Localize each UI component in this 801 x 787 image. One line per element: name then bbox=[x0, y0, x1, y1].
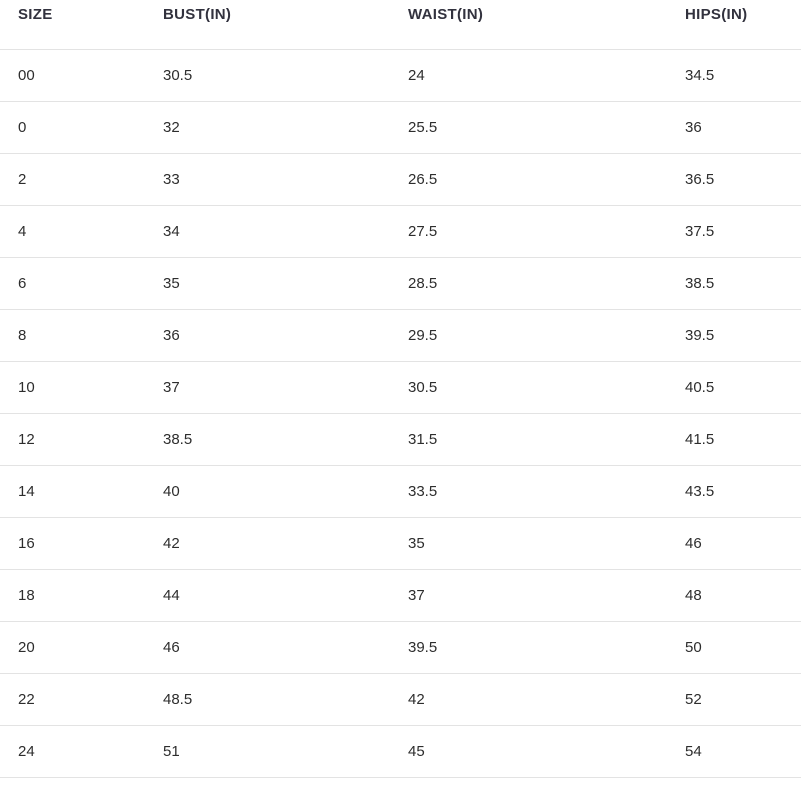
cell-size: 0 bbox=[0, 102, 145, 154]
column-header-size: SIZE bbox=[0, 0, 145, 50]
table-row bbox=[0, 466, 801, 518]
cell-bust: 48.5 bbox=[145, 674, 390, 726]
cell-waist: 28.5 bbox=[390, 258, 667, 310]
cell-hips: 38.5 bbox=[667, 258, 801, 310]
cell-waist: 37 bbox=[390, 570, 667, 622]
cell-bust: 34 bbox=[145, 206, 390, 258]
cell-waist: 45 bbox=[390, 726, 667, 778]
cell-bust: 51 bbox=[145, 726, 390, 778]
cell-bust: 46 bbox=[145, 622, 390, 674]
cell-hips: 46 bbox=[667, 518, 801, 570]
cell-waist: 39.5 bbox=[390, 622, 667, 674]
cell-size: 18 bbox=[0, 570, 145, 622]
cell-waist: 27.5 bbox=[390, 206, 667, 258]
table-row bbox=[0, 154, 801, 206]
table-row bbox=[0, 206, 801, 258]
cell-waist: 31.5 bbox=[390, 414, 667, 466]
cell-hips: 50 bbox=[667, 622, 801, 674]
cell-size: 10 bbox=[0, 362, 145, 414]
header-row bbox=[0, 0, 801, 50]
column-header-bust: BUST(IN) bbox=[145, 0, 390, 50]
cell-size: 12 bbox=[0, 414, 145, 466]
cell-hips: 36 bbox=[667, 102, 801, 154]
column-header-hips: HIPS(IN) bbox=[667, 0, 801, 50]
cell-bust: 30.5 bbox=[145, 50, 390, 102]
cell-bust: 33 bbox=[145, 154, 390, 206]
cell-hips: 34.5 bbox=[667, 50, 801, 102]
cell-waist: 24 bbox=[390, 50, 667, 102]
cell-waist: 42 bbox=[390, 674, 667, 726]
cell-hips: 41.5 bbox=[667, 414, 801, 466]
cell-size: 22 bbox=[0, 674, 145, 726]
cell-bust: 37 bbox=[145, 362, 390, 414]
cell-bust: 40 bbox=[145, 466, 390, 518]
cell-waist: 25.5 bbox=[390, 102, 667, 154]
table-row bbox=[0, 258, 801, 310]
table-row bbox=[0, 362, 801, 414]
cell-bust: 42 bbox=[145, 518, 390, 570]
cell-hips: 36.5 bbox=[667, 154, 801, 206]
table-row bbox=[0, 518, 801, 570]
table-row bbox=[0, 622, 801, 674]
cell-bust: 35 bbox=[145, 258, 390, 310]
table-row bbox=[0, 570, 801, 622]
cell-waist: 33.5 bbox=[390, 466, 667, 518]
table-row bbox=[0, 726, 801, 778]
table-row bbox=[0, 102, 801, 154]
table-row bbox=[0, 414, 801, 466]
cell-waist: 35 bbox=[390, 518, 667, 570]
table-row bbox=[0, 50, 801, 102]
cell-hips: 54 bbox=[667, 726, 801, 778]
cell-size: 16 bbox=[0, 518, 145, 570]
cell-hips: 48 bbox=[667, 570, 801, 622]
cell-waist: 26.5 bbox=[390, 154, 667, 206]
cell-size: 6 bbox=[0, 258, 145, 310]
cell-waist: 29.5 bbox=[390, 310, 667, 362]
cell-bust: 32 bbox=[145, 102, 390, 154]
cell-bust: 44 bbox=[145, 570, 390, 622]
cell-bust: 38.5 bbox=[145, 414, 390, 466]
cell-hips: 37.5 bbox=[667, 206, 801, 258]
cell-hips: 52 bbox=[667, 674, 801, 726]
cell-hips: 43.5 bbox=[667, 466, 801, 518]
cell-size: 00 bbox=[0, 50, 145, 102]
cell-size: 8 bbox=[0, 310, 145, 362]
cell-size: 14 bbox=[0, 466, 145, 518]
cell-size: 24 bbox=[0, 726, 145, 778]
table-row bbox=[0, 674, 801, 726]
column-header-waist: WAIST(IN) bbox=[390, 0, 667, 50]
cell-size: 2 bbox=[0, 154, 145, 206]
cell-waist: 30.5 bbox=[390, 362, 667, 414]
cell-size: 20 bbox=[0, 622, 145, 674]
cell-bust: 36 bbox=[145, 310, 390, 362]
cell-size: 4 bbox=[0, 206, 145, 258]
table-row bbox=[0, 310, 801, 362]
cell-hips: 40.5 bbox=[667, 362, 801, 414]
cell-hips: 39.5 bbox=[667, 310, 801, 362]
